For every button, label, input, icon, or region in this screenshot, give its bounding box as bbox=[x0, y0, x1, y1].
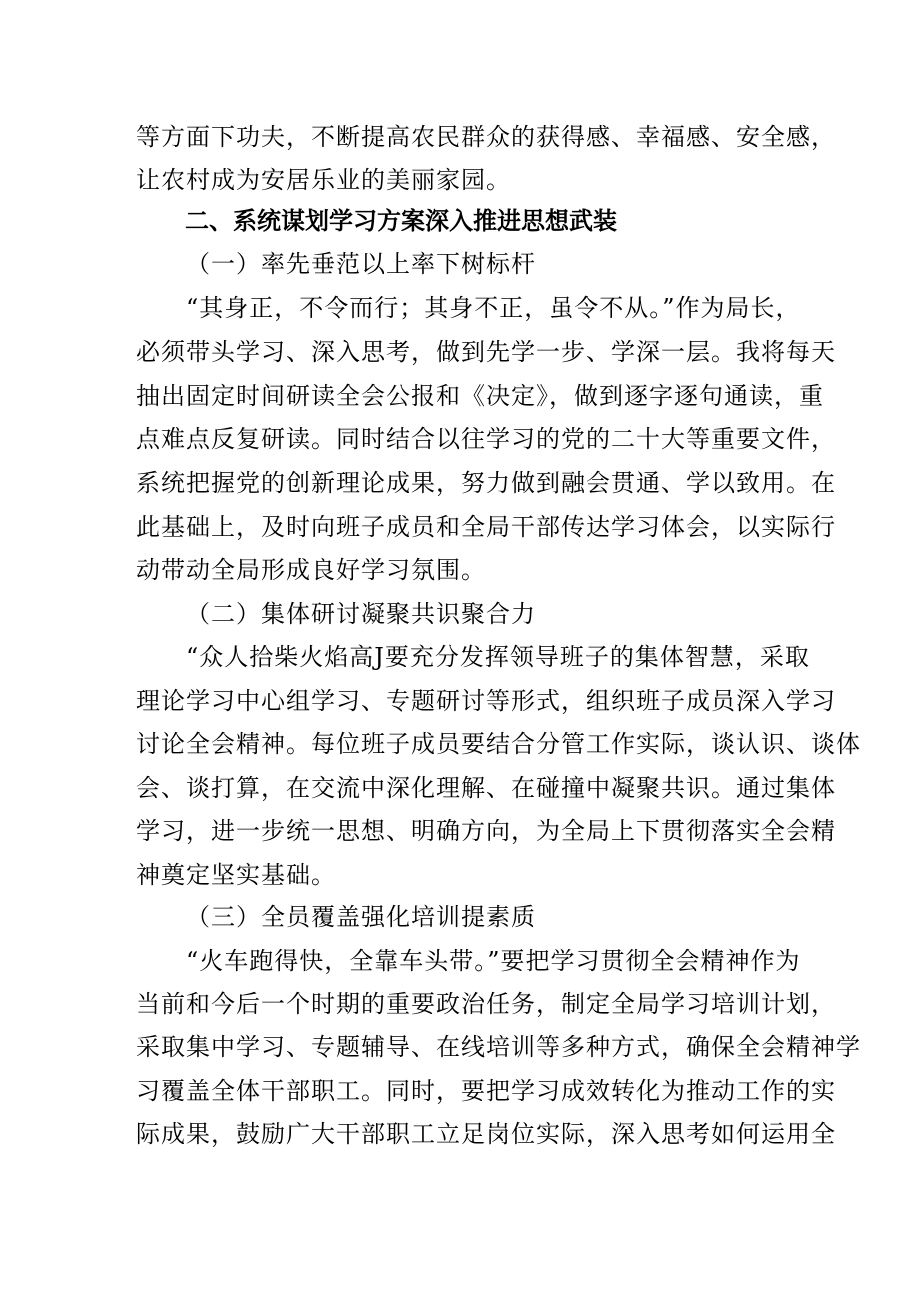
section-heading: 二、系统谋划学习方案深入推进思想武装 bbox=[185, 207, 617, 235]
subsection-title-2: （二）集体研讨凝聚共识聚合力 bbox=[186, 600, 536, 628]
paragraph-line: “火车跑得快，全靠车头带。”要把学习贯彻全会精神作为 bbox=[186, 947, 801, 975]
paragraph-line: 习覆盖全体干部职工。同时，要把学习成效转化为推动工作的实 bbox=[136, 1077, 836, 1105]
subsection-title-1: （一）率先垂范以上率下树标杆 bbox=[186, 250, 536, 278]
paragraph-line: 当前和今后一个时期的重要政治任务，制定全局学习培训计划， bbox=[136, 990, 836, 1018]
intro-line: 等方面下功夫，不断提高农民群众的获得感、幸福感、安全感， bbox=[136, 123, 836, 151]
paragraph-line: 学习，进一步统一思想、明确方向，为全局上下贯彻落实全会精 bbox=[136, 817, 836, 845]
paragraph-line: 会、谈打算，在交流中深化理解、在碰撞中凝聚共识。通过集体 bbox=[136, 774, 836, 802]
paragraph-line: 必须带头学习、深入思考，做到先学一步、学深一层。我将每天 bbox=[136, 338, 836, 366]
paragraph-line: 采取集中学习、专题辅导、在线培训等多种方式，确保全会精神学 bbox=[136, 1033, 861, 1061]
subsection-title-3: （三）全员覆盖强化培训提素质 bbox=[186, 903, 536, 931]
paragraph-line: 理论学习中心组学习、专题研讨等形式，组织班子成员深入学习 bbox=[136, 687, 836, 715]
paragraph-line: 讨论全会精神。每位班子成员要结合分管工作实际，谈认识、谈体 bbox=[136, 730, 861, 758]
paragraph-line: “其身正，不令而行；其身不正，虽令不从。”作为局长， bbox=[186, 294, 801, 322]
paragraph-line: 动带动全局形成良好学习氛围。 bbox=[136, 556, 486, 584]
intro-line: 让农村成为安居乐业的美丽家园。 bbox=[136, 166, 511, 194]
paragraph-line: 系统把握党的创新理论成果，努力做到融会贯通、学以致用。在 bbox=[136, 469, 836, 497]
paragraph-line: 此基础上，及时向班子成员和全局干部传达学习体会，以实际行 bbox=[136, 513, 836, 541]
paragraph-line: 点难点反复研读。同时结合以往学习的党的二十大等重要文件， bbox=[136, 425, 836, 453]
paragraph-line: “众人拾柴火焰高J要充分发挥领导班子的集体智慧，采取 bbox=[186, 643, 810, 671]
paragraph-line: 抽出固定时间研读全会公报和《决定》，做到逐字逐句通读，重 bbox=[136, 382, 824, 410]
paragraph-line: 神奠定坚实基础。 bbox=[136, 861, 336, 889]
paragraph-line: 际成果，鼓励广大干部职工立足岗位实际，深入思考如何运用全 bbox=[136, 1120, 836, 1148]
